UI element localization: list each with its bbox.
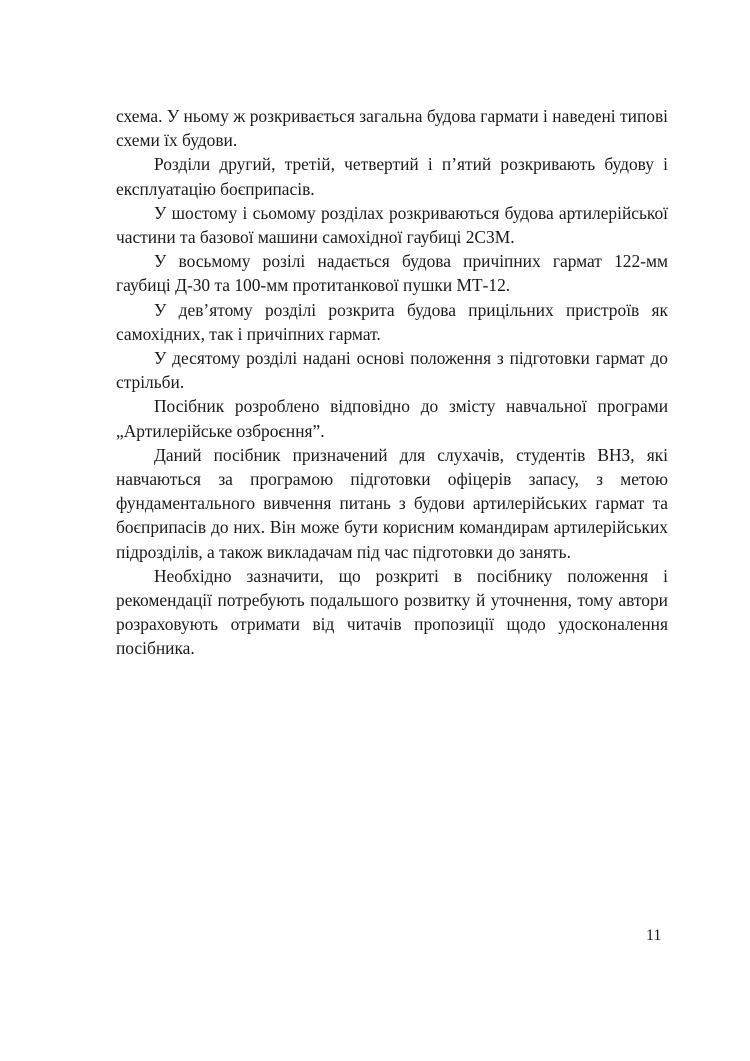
paragraph-chapter-10: У десятому розділі надані основі положення з підготовки гармат до стрільби. <box>116 348 668 393</box>
paragraph-chapter-8: У восьмому розілі надається будова причіпних гармат 122-мм гаубиці Д-30 та 100-мм протитанкової пушки МТ-12. <box>116 251 668 296</box>
paragraph-chapter-9: У дев’ятому розділі розкрита будова прицільних пристроїв як самохідних, так і причіпних гармат. <box>116 299 668 344</box>
paragraph-continued: схема. У ньому ж розкривається загальна будова гармати і наведені типові схеми їх будови. <box>116 106 668 151</box>
paragraph-program: Посібник розроблено відповідно до змісту навчальної програми „Артилерійське озброєння”. <box>116 396 668 441</box>
paragraph-chapters-2-5: Розділи другий, третій, четвертий і п’ятий розкривають будову і експлуатацію боєприпасів. <box>116 154 668 199</box>
paragraph-audience: Даний посібник призначений для слухачів, студентів ВНЗ, які навчаються за програмою підготовки офіцерів запасу, з метою фундаментального вивчення питань з будови артилерійських гармат та боєприпасів до них. Він може бути корисним командирам артилерійських підрозділів, а також викладачам під час підготовки до занять. <box>116 444 668 562</box>
body-text <box>116 104 668 661</box>
page-number: 11 <box>646 927 662 944</box>
paragraph-chapters-6-7: У шостому і сьомому розділах розкриваються будова артилерійської частини та базової машини самохідної гаубиці 2С3М. <box>116 202 668 248</box>
paragraph-conclusion: Необхідно зазначити, що розкриті в посібнику положення і рекомендації потребують подальшого розвитку й уточнення, тому автори розраховують отримати від читачів пропозиції щодо удосконалення посібника. <box>116 565 668 659</box>
